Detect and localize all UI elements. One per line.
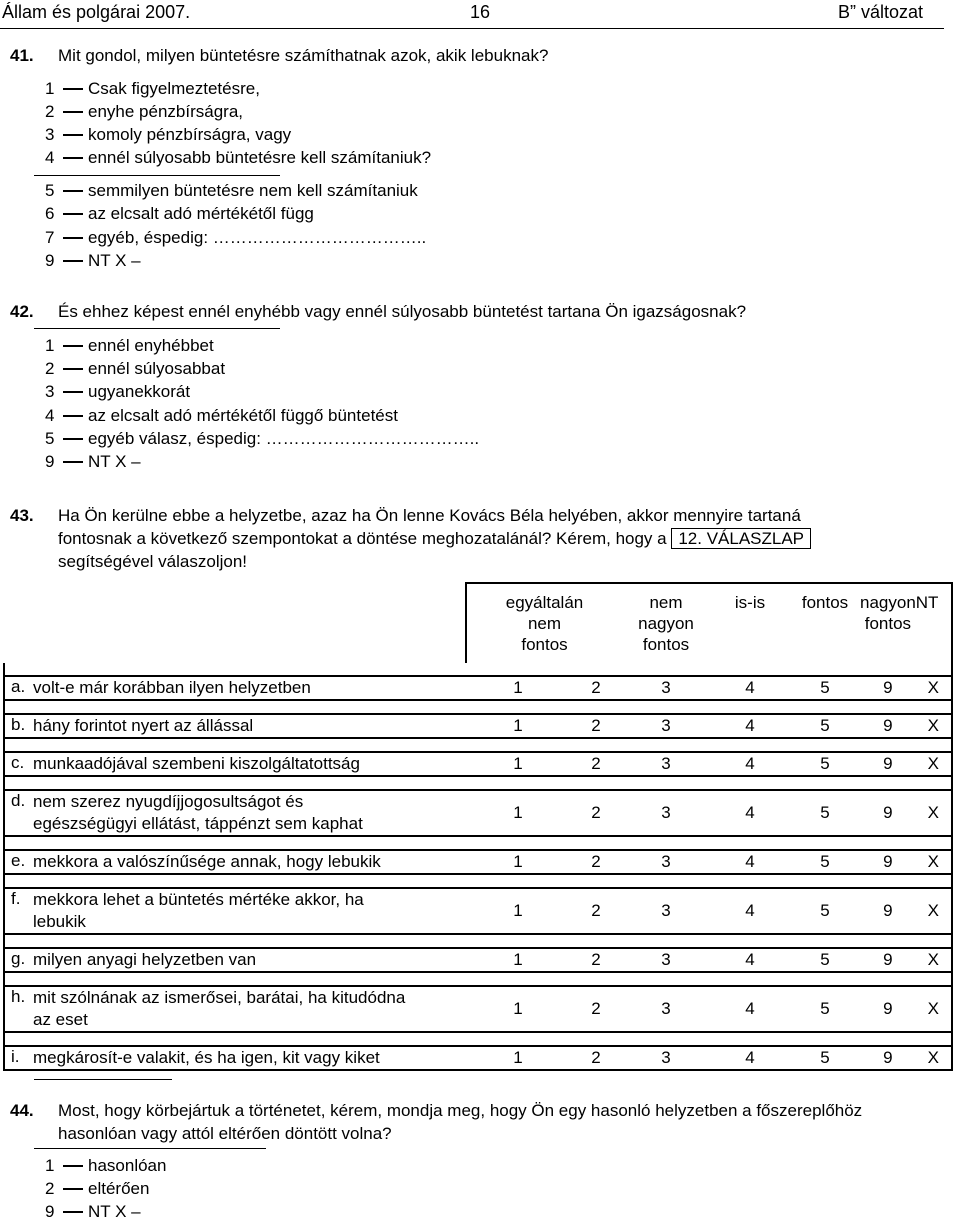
row-label: g. milyen anyagi helyzetben van <box>4 948 466 972</box>
answer-code[interactable]: 4 <box>710 948 790 972</box>
answer-option[interactable]: 1 Csak figyelmeztetésre, <box>45 79 260 98</box>
answer-code[interactable]: X <box>916 714 952 738</box>
answer-code[interactable]: 1 <box>466 752 570 776</box>
answer-code[interactable]: 4 <box>710 986 790 1032</box>
row-label: h. mit szólnának az ismerősei, barátai, ha kitudódna az eset <box>4 986 466 1032</box>
answer-code[interactable]: 1 <box>466 850 570 874</box>
answer-code[interactable]: 9 <box>860 986 916 1032</box>
answer-code[interactable]: 4 <box>710 790 790 836</box>
header-right: B” változat <box>838 2 924 22</box>
answer-option[interactable]: 9 NT X – <box>45 251 141 270</box>
answer-code[interactable]: 3 <box>622 948 710 972</box>
answer-code[interactable]: 9 <box>860 790 916 836</box>
answer-option[interactable]: 6 az elcsalt adó mértékétől függ <box>45 204 314 223</box>
question-text-line-1: Ha Ön kerülne ebbe a helyzetbe, azaz ha Ön lenne Kovács Béla helyében, akkor mennyire tartaná <box>58 506 801 525</box>
answer-code[interactable]: 5 <box>790 850 860 874</box>
answer-code[interactable]: X <box>916 676 952 700</box>
answer-code[interactable]: X <box>916 948 952 972</box>
answer-code[interactable]: 1 <box>466 790 570 836</box>
answer-code[interactable]: 5 <box>790 752 860 776</box>
answer-code[interactable]: 5 <box>790 676 860 700</box>
table-row <box>4 850 952 874</box>
importance-scale-table <box>3 582 953 1071</box>
answer-code[interactable]: 2 <box>570 752 622 776</box>
answer-code[interactable]: 3 <box>622 676 710 700</box>
table-row <box>4 790 952 836</box>
answer-code[interactable]: 3 <box>622 790 710 836</box>
column-header: NT <box>916 583 952 663</box>
answer-option[interactable]: 4 ennél súlyosabb büntetésre kell számítaniuk? <box>45 148 432 167</box>
question-text: Mit gondol, milyen büntetésre számíthatnak azok, akik lebuknak? <box>58 46 549 65</box>
row-label: e. mekkora a valószínűsége annak, hogy lebukik <box>4 850 466 874</box>
separator-line <box>34 175 280 176</box>
page-number: 16 <box>470 2 491 22</box>
header-rule <box>0 28 944 29</box>
question-number: 42. <box>10 302 34 321</box>
column-header: nem nagyon fontos <box>622 583 710 663</box>
answer-code[interactable]: 3 <box>622 986 710 1032</box>
answer-code[interactable]: 4 <box>710 676 790 700</box>
question-text-line-2: fontosnak a következő szempontokat a döntése meghozatalánál? Kérem, hogy a 12. VÁLASZLAP <box>58 529 811 549</box>
answer-code[interactable]: 9 <box>860 676 916 700</box>
answer-option[interactable]: 1 hasonlóan <box>45 1156 167 1175</box>
question-text-line-2: hasonlóan vagy attól eltérően döntött volna? <box>58 1124 392 1143</box>
answer-code[interactable]: 9 <box>860 1046 916 1070</box>
row-label: a. volt-e már korábban ilyen helyzetben <box>4 676 466 700</box>
answer-code[interactable]: X <box>916 850 952 874</box>
row-label: b. hány forintot nyert az állással <box>4 714 466 738</box>
answer-code[interactable]: 9 <box>860 850 916 874</box>
answer-option[interactable]: 7 egyéb, éspedig: ……………………………….. <box>45 228 427 247</box>
answer-code[interactable]: 5 <box>790 948 860 972</box>
row-label: c. munkaadójával szembeni kiszolgáltatottság <box>4 752 466 776</box>
answer-code[interactable]: 3 <box>622 850 710 874</box>
answer-code[interactable]: X <box>916 790 952 836</box>
answer-code[interactable]: 4 <box>710 850 790 874</box>
answer-option[interactable]: 2 eltérően <box>45 1179 150 1198</box>
answer-option[interactable]: 3 ugyanekkorát <box>45 382 191 401</box>
answer-code[interactable]: 9 <box>860 714 916 738</box>
question-text: És ehhez képest ennél enyhébb vagy ennél súlyosabb büntetést tartana Ön igazságosnak? <box>58 302 747 321</box>
answer-option[interactable]: 2 ennél súlyosabbat <box>45 359 226 378</box>
column-header: fontos <box>790 583 860 663</box>
question-number: 41. <box>10 46 34 65</box>
answer-code[interactable]: 5 <box>790 714 860 738</box>
answer-code[interactable]: 2 <box>570 888 622 934</box>
answer-code[interactable]: 3 <box>622 714 710 738</box>
answer-code[interactable]: 3 <box>622 888 710 934</box>
answer-code[interactable]: 2 <box>570 948 622 972</box>
answer-code[interactable]: 4 <box>710 752 790 776</box>
row-label: d. nem szerez nyugdíjjogosultságot és egészségügyi ellátást, táppénzt sem kaphat <box>4 790 466 836</box>
answer-code[interactable]: 3 <box>622 752 710 776</box>
column-header: is-is <box>710 583 790 663</box>
answer-code[interactable]: 4 <box>710 1046 790 1070</box>
answer-option[interactable]: 9 NT X – <box>45 1202 141 1221</box>
header-left: Állam és polgárai 2007. <box>2 2 191 22</box>
answer-option[interactable]: 4 az elcsalt adó mértékétől függő büntetést <box>45 406 398 425</box>
table-row <box>4 948 952 972</box>
answer-code[interactable]: 2 <box>570 714 622 738</box>
answer-code[interactable]: 4 <box>710 888 790 934</box>
answer-option[interactable]: 9 NT X – <box>45 452 141 471</box>
answer-code[interactable]: 9 <box>860 752 916 776</box>
answer-option[interactable]: 1 ennél enyhébbet <box>45 336 214 355</box>
question-text-line-3: segítségével válaszoljon! <box>58 552 248 571</box>
answer-code[interactable]: 2 <box>570 1046 622 1070</box>
answer-code[interactable]: X <box>916 888 952 934</box>
question-number: 44. <box>10 1101 34 1120</box>
answer-code[interactable]: 2 <box>570 790 622 836</box>
answer-option[interactable]: 3 komoly pénzbírságra, vagy <box>45 125 292 144</box>
answer-code[interactable]: 3 <box>622 1046 710 1070</box>
table-row <box>4 714 952 738</box>
answer-code[interactable]: 1 <box>466 1046 570 1070</box>
answer-code[interactable]: 5 <box>790 790 860 836</box>
answer-code[interactable]: 1 <box>466 986 570 1032</box>
table-row <box>4 676 952 700</box>
answer-code[interactable]: 1 <box>466 714 570 738</box>
answer-code[interactable]: 2 <box>570 850 622 874</box>
answer-code[interactable]: 1 <box>466 948 570 972</box>
answer-code[interactable]: 5 <box>790 888 860 934</box>
answer-option[interactable]: 5 semmilyen büntetésre nem kell számítaniuk <box>45 181 418 200</box>
answer-code[interactable]: X <box>916 1046 952 1070</box>
question-text-line-1: Most, hogy körbejártuk a történetet, kérem, mondja meg, hogy Ön egy hasonló helyzetben a főszereplőhöz <box>58 1101 863 1120</box>
answer-code[interactable]: 2 <box>570 986 622 1032</box>
answer-code[interactable]: X <box>916 752 952 776</box>
separator-line <box>34 1079 172 1080</box>
table-row <box>4 752 952 776</box>
column-header: egyáltalán nem fontos <box>466 583 622 663</box>
answer-code[interactable]: 1 <box>466 676 570 700</box>
answer-code[interactable]: 2 <box>570 676 622 700</box>
answer-code[interactable]: 5 <box>790 1046 860 1070</box>
answer-code[interactable]: 9 <box>860 888 916 934</box>
table-row <box>4 986 952 1032</box>
row-label: f. mekkora lehet a büntetés mértéke akkor, ha lebukik <box>4 888 466 934</box>
column-header: nagyon fontos <box>860 583 916 663</box>
answer-option[interactable]: 5 egyéb válasz, éspedig: ……………………………….. <box>45 429 480 448</box>
table-row <box>4 1046 952 1070</box>
question-number: 43. <box>10 506 34 525</box>
answer-code[interactable]: 9 <box>860 948 916 972</box>
answer-card-label: 12. VÁLASZLAP <box>671 528 811 549</box>
answer-code[interactable]: 4 <box>710 714 790 738</box>
answer-code[interactable]: 5 <box>790 986 860 1032</box>
answer-code[interactable]: 1 <box>466 888 570 934</box>
answer-option[interactable]: 2 enyhe pénzbírságra, <box>45 102 243 121</box>
separator-line <box>34 328 280 329</box>
row-label: i. megkárosít-e valakit, és ha igen, kit vagy kiket <box>4 1046 466 1070</box>
separator-line <box>34 1148 266 1149</box>
table-row <box>4 888 952 934</box>
answer-code[interactable]: X <box>916 986 952 1032</box>
